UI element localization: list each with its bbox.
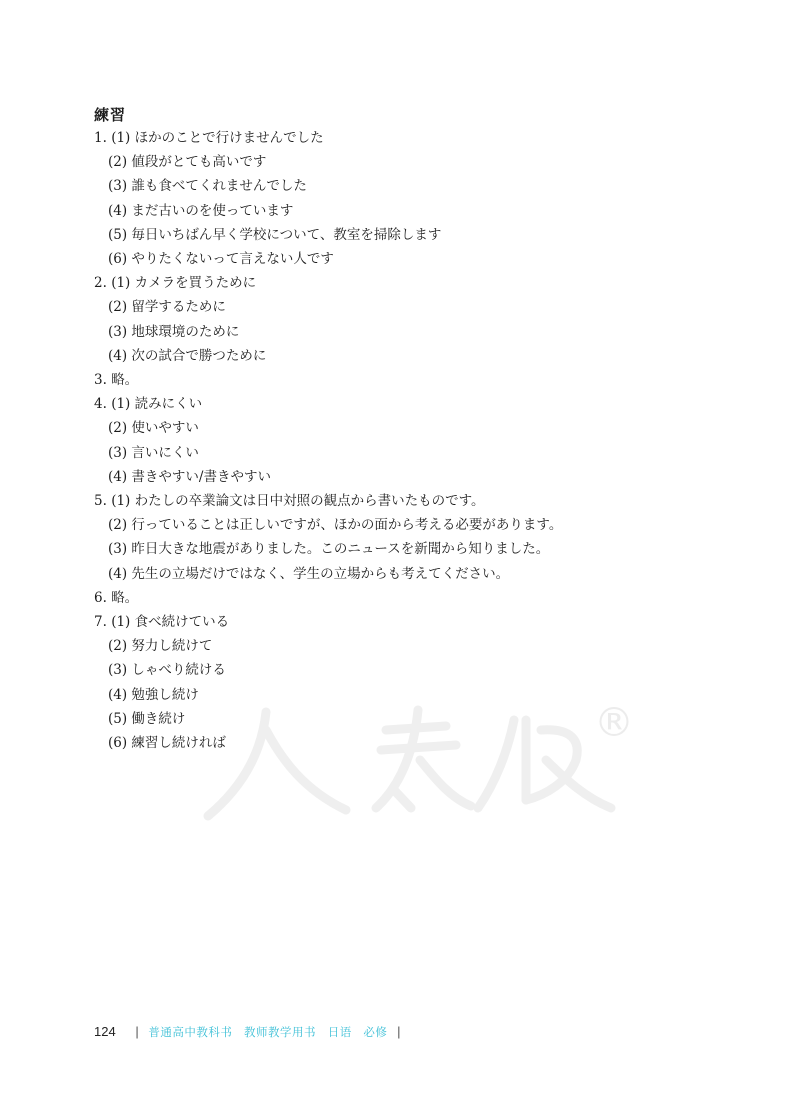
answer-line	[108, 299, 226, 315]
exercise-number: 2.	[94, 275, 107, 291]
answer-line	[108, 687, 199, 703]
answer-text: (4) 先生の立場だけではなく、学生の立場からも考えてください。	[108, 566, 510, 582]
book-title: 普通高中教科书 教师教学用书 日语 必修	[148, 1027, 388, 1039]
answer-line	[108, 445, 199, 461]
answer-text: 略。	[111, 590, 139, 606]
answer-line	[108, 541, 549, 557]
answer-text: (1) 読みにくい	[111, 396, 203, 412]
answer-text: (3) 言いにくい	[108, 445, 199, 461]
answer-text: (1) わたしの卒業論文は日中対照の観点から書いたものです。	[111, 493, 485, 509]
answer-line	[108, 420, 199, 436]
exercise-heading: 練習	[94, 106, 127, 124]
answer-line	[94, 396, 202, 412]
answer-text: (2) 留学するために	[108, 299, 226, 315]
answer-line	[94, 493, 485, 509]
answer-text: (3) 昨日大きな地震がありました。このニュースを新聞から知りました。	[108, 541, 550, 557]
answer-line	[108, 662, 226, 678]
answer-text: (2) 値段がとても高いです	[108, 154, 267, 170]
answer-text: (6) 練習し続ければ	[108, 735, 226, 751]
page-number: 124	[94, 1024, 116, 1039]
answer-text: (1) 食べ続けている	[111, 614, 230, 630]
answer-line	[108, 178, 307, 194]
exercise-number: 6.	[94, 590, 107, 606]
footer-divider: |	[135, 1024, 139, 1039]
answer-line	[108, 324, 239, 340]
answer-line	[108, 251, 334, 267]
exercise-number: 3.	[94, 372, 107, 388]
page-footer	[94, 1024, 406, 1040]
footer-divider: |	[397, 1024, 401, 1039]
answer-line	[108, 711, 185, 727]
answer-line	[108, 348, 266, 364]
answer-line	[108, 154, 266, 170]
answer-line	[108, 469, 271, 485]
answer-line	[94, 372, 138, 388]
answer-line	[94, 275, 256, 291]
answer-text: (2) 使いやすい	[108, 420, 199, 436]
exercise-number: 7.	[94, 614, 107, 630]
answer-text: (1) ほかのことで行けませんでした	[111, 130, 324, 146]
exercise-number: 5.	[94, 493, 107, 509]
answer-line	[108, 517, 562, 533]
answer-text: (3) 地球環境のために	[108, 324, 240, 340]
answer-text: (4) 次の試合で勝つために	[108, 348, 267, 364]
answer-text: (1) カメラを買うために	[111, 275, 257, 291]
answer-line	[108, 227, 441, 243]
answer-line	[94, 130, 324, 146]
publisher-watermark	[196, 690, 634, 830]
answer-text: (4) まだ古いのを使っています	[108, 203, 294, 219]
answer-text: (2) 行っていることは正しいですが、ほかの面から考える必要があります。	[108, 517, 563, 533]
answer-line	[108, 566, 509, 582]
answer-line	[108, 638, 212, 654]
answer-text: (2) 努力し続けて	[108, 638, 213, 654]
answer-text: (4) 書きやすい/書きやすい	[108, 469, 271, 485]
answer-text: (3) しゃべり続ける	[108, 662, 226, 678]
exercise-number: 4.	[94, 396, 107, 412]
answer-line	[94, 590, 138, 606]
answer-text: (5) 毎日いちばん早く学校について、教室を掃除します	[108, 227, 442, 243]
answer-text: (5) 働き続け	[108, 711, 186, 727]
registered-mark: ®	[594, 700, 634, 746]
answer-line	[94, 614, 229, 630]
answer-text: 略。	[111, 372, 139, 388]
answer-line	[108, 203, 293, 219]
exercise-number: 1.	[94, 130, 107, 146]
answer-text: (6) やりたくないって言えない人です	[108, 251, 334, 267]
answer-text: (3) 誰も食べてくれませんでした	[108, 178, 307, 194]
answer-text: (4) 勉強し続け	[108, 687, 199, 703]
